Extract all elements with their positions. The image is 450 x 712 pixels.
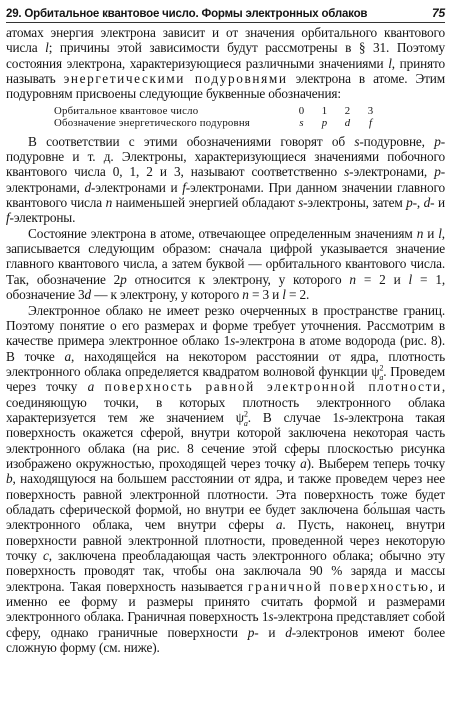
psi-squared: $\psi^2_a$ bbox=[371, 363, 384, 382]
table-row: Орбитальное квантовое число 0 1 2 3 bbox=[54, 104, 374, 117]
sublevel-table bbox=[54, 105, 382, 130]
spaced-term: граничной поверхностью bbox=[248, 578, 430, 594]
spaced-term: поверхность равной электронной плотности bbox=[104, 379, 442, 395]
paragraph-4: Электронное облако не имеет резко очерченных в пространстве границ. Поэтому понятие о его размерах и форме требует уточнения. Рассмотрим в качестве примера электронное облако 1s-электрона в атоме водорода (рис. 8). В точке a, находящейся на некотором расстоянии от ядра, плотность электронного облака определяется квадратом волновой функции $\psi^2_a$. Проведем через точку a поверхность равной электронной плотности, соединяющую точки, в которых плотность электронного облака характеризуется тем же значением $\psi^2_a$. В случае 1s-электрона такая поверхность окажется сферой, внутри которой заключена некоторая часть электронного облака (на рис. 8 сечение этой сферы плоскостью рисунка изображено окружностью, проходящей через точку a). Выберем теперь точку b, находящуюся на большем расстоянии от ядра, и также проведем через нее поверхность равной электронной плотности. Эта поверхность тоже будет обладать сферической формой, но внутри ее будет заключена бо́льшая часть электронного облака, чем внутри сферы a. Пусть, наконец, внутри поверхности равной электронной плотности, проведенной через некоторую точку c, заключена преобладающая часть электронного облака; обычно эту поверхность проводят так, чтобы она заключала 90 % заряда и массы электрона. Такая поверхность называется граничной поверхностью, и именно ее форму и размеры принято считать формой и размерами электронного облака. Граничная поверхность 1s-электрона представляет собой сферу, однако граничные поверхности p- и d-электронов имеют более сложную форму (см. ниже). bbox=[6, 302, 446, 656]
paragraph-2: В соответствии с этими обозначениями говорят об s-подуровне, p-подуровне и т. д. Электроны, характеризующиеся значениями побочного квантового числа 0, 1, 2 и 3, называют соответственно s-электронами, p-электронами, d-электронами и f-электронами. При данном значении главного квантового числа n наименьшей энергией обладают s-электроны, затем p-, d- и f-электроны. bbox=[6, 133, 445, 226]
paragraph-1: атомах энергия электрона зависит и от значения орбитального квантового числа l; причины этой зависимости будут рассмотрены в § 31. Поэтому состояния электрона, характеризующиеся различными значениями l, принято называть энергетическими подуровнями электрона в атоме. Этим подуровням присвоены следующие буквенные обозначения: bbox=[6, 25, 445, 102]
running-header bbox=[6, 6, 445, 23]
page-number: 75 bbox=[432, 6, 445, 20]
psi-squared: $\psi^2_a$ bbox=[235, 409, 248, 428]
table-row: Обозначение энергетического подуровня s p d f bbox=[54, 117, 372, 130]
spaced-term: энергетическими подуровнями bbox=[63, 71, 288, 87]
section-title: 29. Орбитальное квантовое число. Формы электронных облаков bbox=[6, 8, 368, 20]
paragraph-3: Состояние электрона в атоме, отвечающее определенным значениям n и l, записывается следующим образом: сначала цифрой указывается значение главного квантового числа, а затем буквой — орбитального квантового числа. Так, обозначение 2p относится к электрону, у которого n = 2 и l = 1, обозначение 3d — к электрону, у которого n = 3 и l = 2. bbox=[6, 225, 445, 303]
